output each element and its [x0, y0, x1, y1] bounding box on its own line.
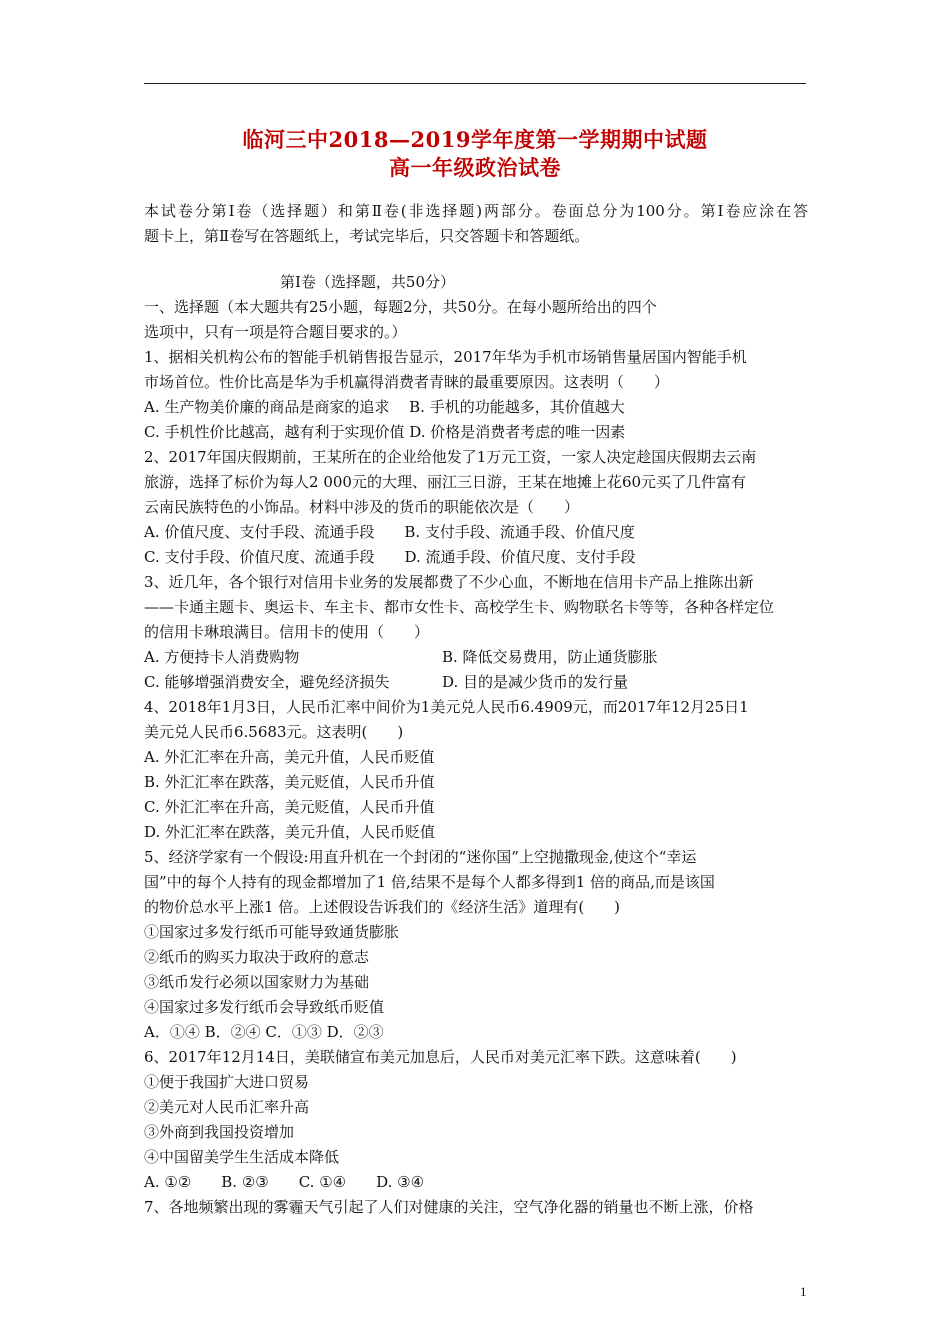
question-2 [144, 445, 808, 570]
question-stem: 3、近几年，各个银行对信用卡业务的发展都费了不少心血，不断地在信用卡产品上推陈出新 [144, 573, 754, 591]
instructions-line: 一、选择题（本大题共有25小题，每题2分，共50分。在每小题所给出的四个 [144, 298, 657, 316]
instructions-line: 选项中，只有一项是符合题目要求的。） [144, 323, 407, 341]
question-option: B. 降低交易费用，防止通货膨胀 [442, 648, 658, 666]
answer-options: A．①④ B．②④ C．①③ D．②③ [144, 1023, 384, 1041]
statement-item: ③外商到我国投资增加 [144, 1123, 295, 1141]
question-option-row [144, 670, 808, 695]
answer-options: A. ①② B. ②③ C. ①④ D. ③④ [144, 1173, 425, 1191]
question-option: C. 外汇汇率在升高，美元贬值，人民币升值 [144, 798, 435, 816]
question-1 [144, 345, 808, 445]
statement-item: ②美元对人民币汇率升高 [144, 1098, 310, 1116]
question-option: C. 手机性价比越高，越有利于实现价值 D. 价格是消费者考虑的唯一因素 [144, 423, 626, 441]
question-stem: 7、各地频繁出现的雾霾天气引起了人们对健康的关注，空气净化器的销量也不断上涨，价格 [144, 1198, 754, 1216]
statement-item: ①国家过多发行纸币可能导致通货膨胀 [144, 923, 400, 941]
intro-line: 题卡上，第Ⅱ卷写在答题纸上，考试完毕后，只交答题卡和答题纸。 [144, 227, 590, 245]
statement-item: ③纸币发行必须以国家财力为基础 [144, 973, 370, 991]
question-stem: ——卡通主题卡、奥运卡、车主卡、都市女性卡、高校学生卡、购物联名卡等等，各种各样定位 [144, 598, 775, 616]
question-option: B. 外汇汇率在跌落，美元贬值，人民币升值 [144, 773, 435, 791]
question-option: C. 能够增强消费安全，避免经济损失 [144, 673, 390, 691]
question-stem: 4、2018年1月3日，人民币汇率中间价为1美元兑人民币6.4909元，而2017年12月25日1 [144, 698, 749, 716]
question-stem: 2、2017年国庆假期前，王某所在的企业给他发了1万元工资，一家人决定趁国庆假期去云南 [144, 448, 757, 466]
section-title: 第Ⅰ卷（选择题，共50分） [280, 273, 456, 291]
statement-item: ④国家过多发行纸币会导致纸币贬值 [144, 998, 385, 1016]
question-option: D. 外汇汇率在跌落，美元升值，人民币贬值 [144, 823, 436, 841]
statement-item: ④中国留美学生生活成本降低 [144, 1148, 340, 1166]
question-stem: 市场首位。性价比高是华为手机赢得消费者青睐的最重要原因。这表明（ ） [144, 373, 670, 391]
question-stem: 国”中的每个人持有的现金都增加了1 倍,结果不是每个人都多得到1 倍的商品,而是该国 [144, 873, 715, 891]
question-5 [144, 845, 808, 1045]
question-option: A. 价值尺度、支付手段、流通手段 B. 支付手段、流通手段、价值尺度 [144, 523, 635, 541]
question-option: C. 支付手段、价值尺度、流通手段 D. 流通手段、价值尺度、支付手段 [144, 548, 636, 566]
page-number: 1 [800, 1284, 807, 1299]
question-stem: 的物价总水平上涨1 倍。上述假设告诉我们的《经济生活》道理有( ) [144, 898, 621, 916]
question-6 [144, 1045, 808, 1195]
question-option-row [144, 645, 808, 670]
question-option: A. 生产物美价廉的商品是商家的追求 B. 手机的功能越多，其价值越大 [144, 398, 625, 416]
question-stem: 的信用卡琳琅满目。信用卡的使用（ ） [144, 623, 430, 641]
question-stem: 1、据相关机构公布的智能手机销售报告显示，2017年华为手机市场销售量居国内智能手机 [144, 348, 747, 366]
statement-item: ①便于我国扩大进口贸易 [144, 1073, 310, 1091]
question-option: A. 外汇汇率在升高，美元升值，人民币贬值 [144, 748, 435, 766]
question-stem: 云南民族特色的小饰品。材料中涉及的货币的职能依次是（ ） [144, 498, 580, 516]
exam-title: 临河三中2018—2019学年度第一学期期中试题 [242, 127, 708, 152]
question-3 [144, 570, 808, 695]
exam-subtitle: 高一年级政治试卷 [389, 155, 561, 180]
question-7 [144, 1195, 808, 1220]
question-stem: 美元兑人民币6.5683元。这表明( ) [144, 723, 404, 741]
question-option: D. 目的是减少货币的发行量 [442, 673, 629, 691]
statement-item: ②纸币的购买力取决于政府的意志 [144, 948, 370, 966]
question-option: A. 方便持卡人消费购物 [144, 648, 300, 666]
intro-line: 本试卷分第Ⅰ卷（选择题）和第Ⅱ卷(非选择题)两部分。卷面总分为100分。第Ⅰ卷应涂在答 [144, 202, 808, 220]
header-rule [144, 83, 806, 84]
question-stem: 6、2017年12月14日，美联储宣布美元加息后，人民币对美元汇率下跌。这意味着( ) [144, 1048, 737, 1066]
document-body [144, 199, 808, 1220]
intro-paragraph [144, 199, 808, 249]
question-4 [144, 695, 808, 845]
question-stem: 旅游，选择了标价为每人2 000元的大理、丽江三日游，王某在地摊上花60元买了几件富有 [144, 473, 747, 491]
question-stem: 5、经济学家有一个假设:用直升机在一个封闭的“迷你国”上空抛撒现金,使这个“幸运 [144, 848, 697, 866]
